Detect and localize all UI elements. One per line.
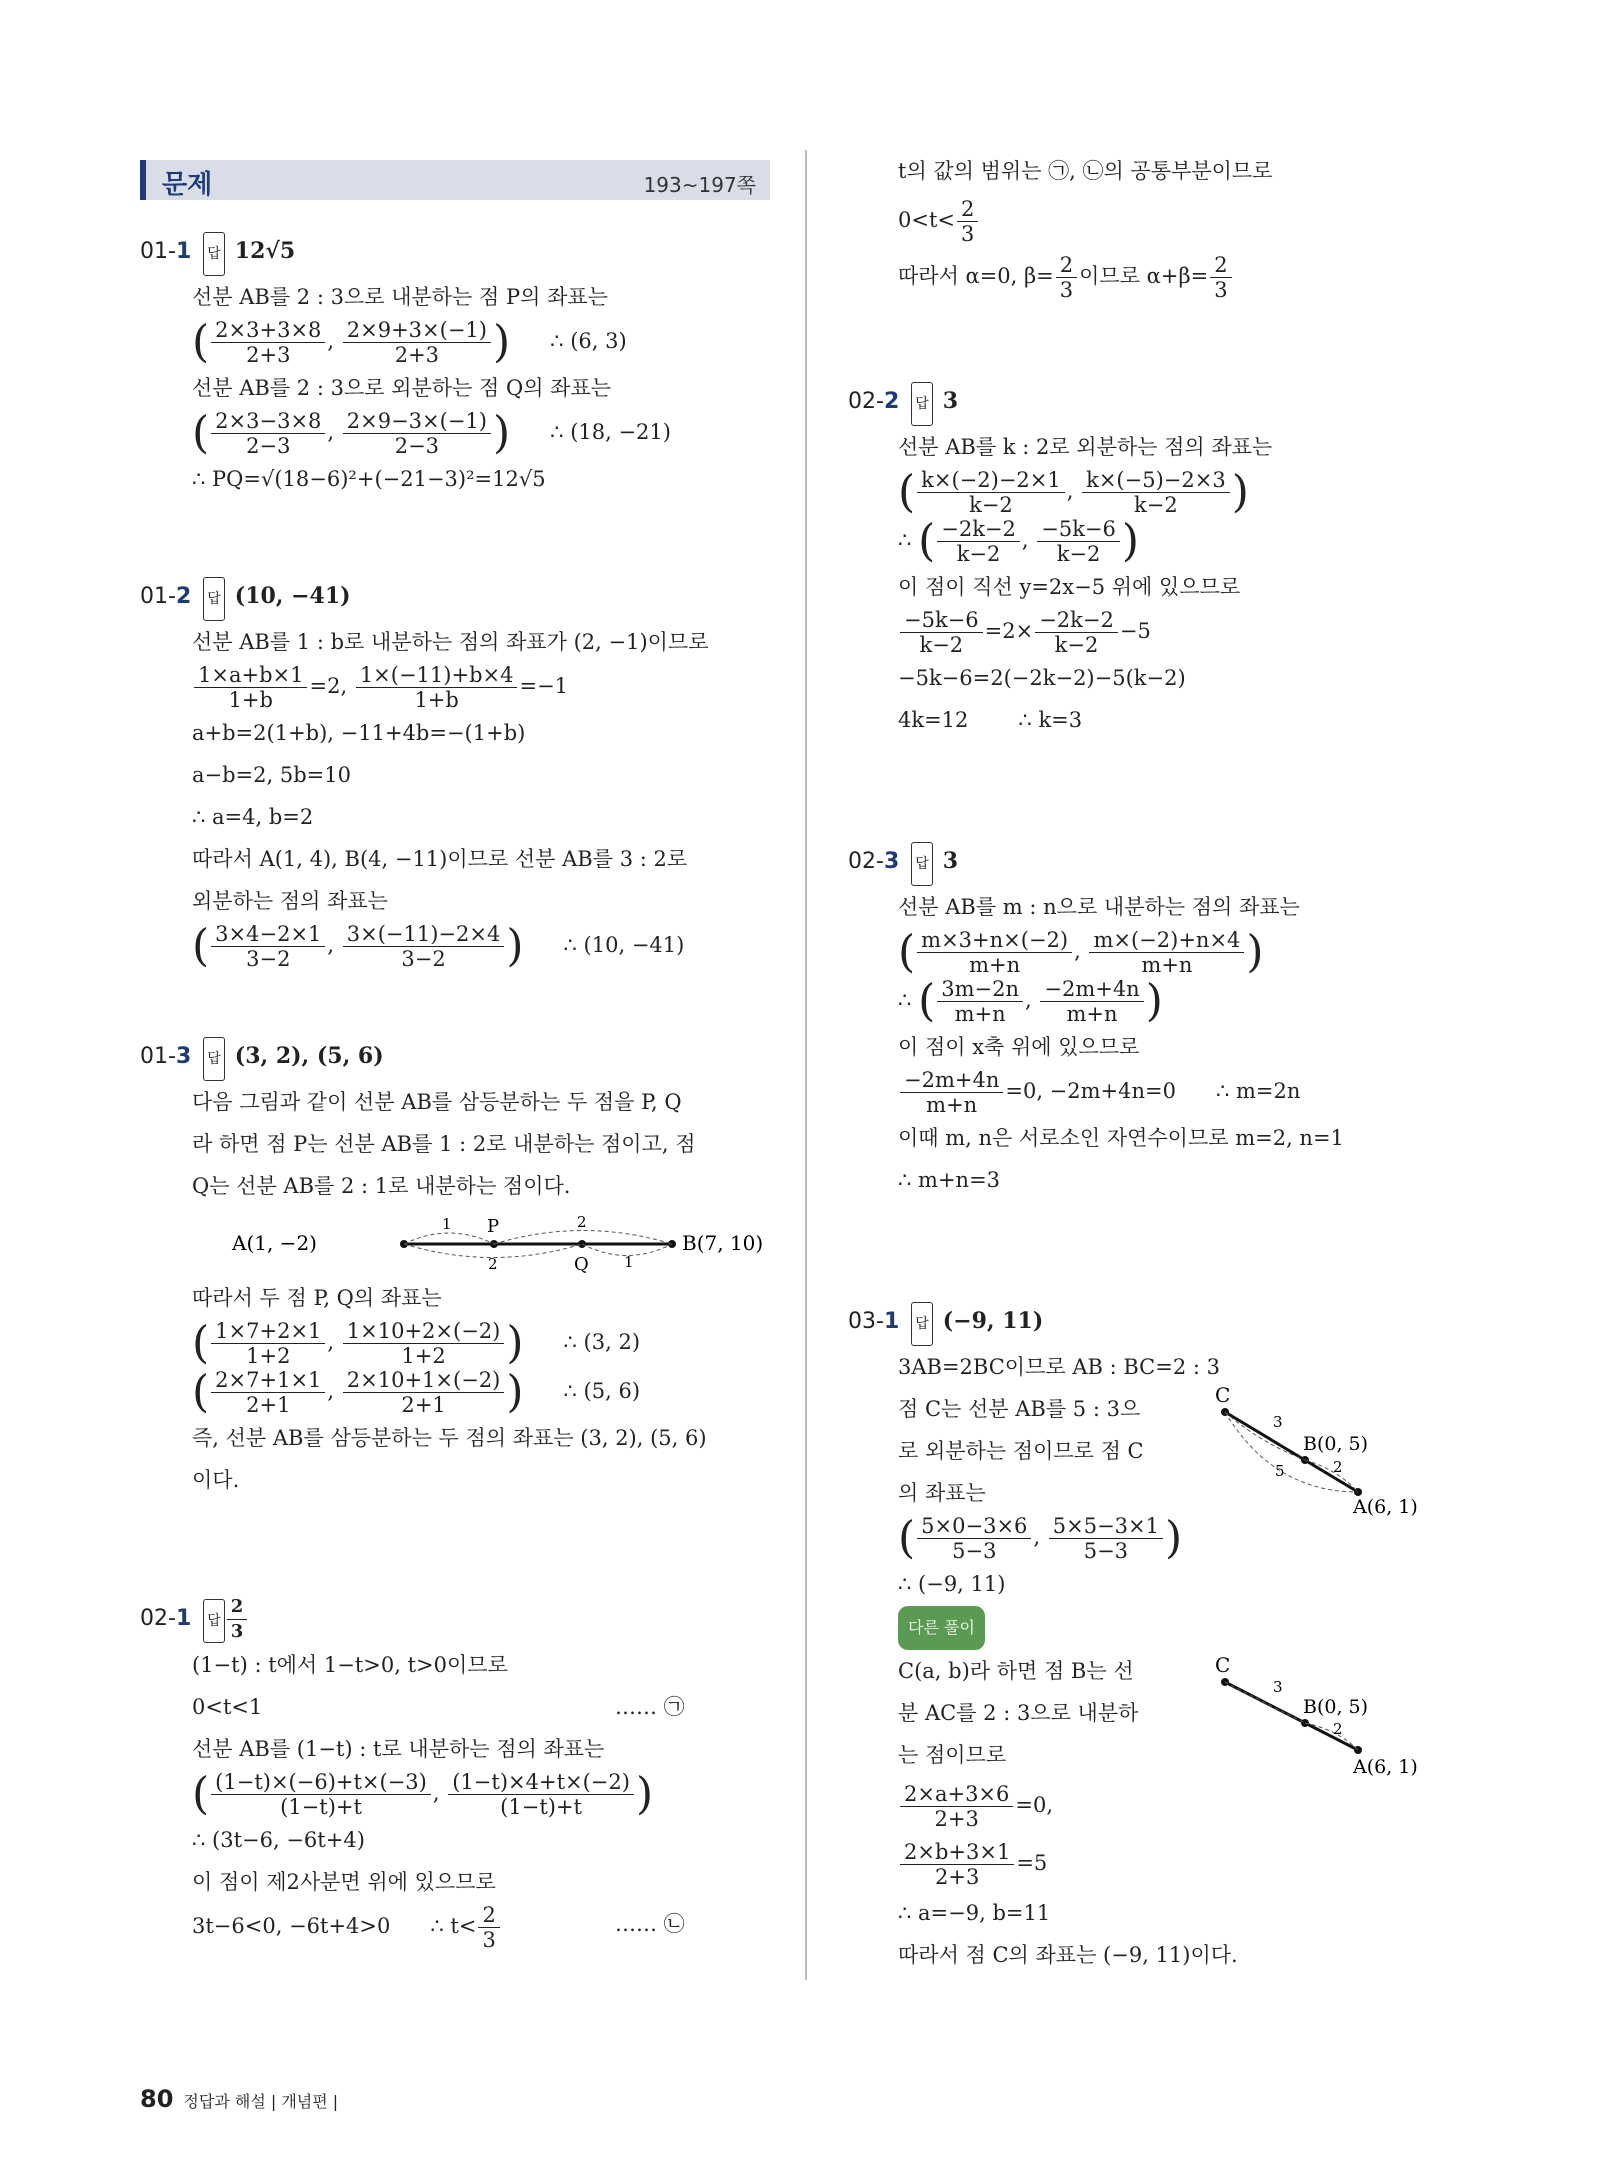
text-line: 이때 m, n은 서로소인 자연수이므로 m=2, n=1 — [898, 1126, 1344, 1150]
denominator: 2+3 — [246, 343, 291, 367]
page-range: 193~197쪽 — [643, 173, 756, 197]
external-division-figure — [1203, 1380, 1418, 1518]
problem-label: 02- — [140, 1606, 176, 1631]
numerator: 5×0−3×6 — [917, 1514, 1031, 1539]
text-line: 선분 AB를 2 : 3으로 내분하는 점 P의 좌표는 — [192, 285, 608, 309]
problem-number: 3 — [175, 1044, 192, 1069]
text-line: 이 점이 직선 y=2x−5 위에 있으므로 — [898, 575, 1241, 599]
numerator: 3×(−11)−2×4 — [343, 922, 505, 947]
text-line: ∴ m+n=3 — [898, 1168, 1001, 1192]
numerator: (1−t)×(−6)+t×(−3) — [211, 1770, 431, 1795]
therefore: ∴ — [898, 528, 912, 552]
point-b-label: B(0, 5) — [1303, 1433, 1369, 1455]
answer: 3 — [942, 388, 959, 414]
point-c-label: C — [1215, 1383, 1231, 1407]
answer: (10, −41) — [234, 583, 351, 609]
numerator: 2 — [1056, 253, 1077, 278]
numerator: 2×10+1×(−2) — [343, 1368, 505, 1393]
answer-mark: 답 — [203, 232, 225, 276]
marker: …… ㉠ — [615, 1695, 685, 1719]
ratio-label: 2 — [488, 1255, 498, 1273]
numerator: 2 — [227, 1595, 248, 1620]
denominator: 3 — [482, 1928, 496, 1952]
ratio-label: 5 — [1275, 1462, 1285, 1480]
numerator: 1×a+b×1 — [194, 663, 307, 688]
answer: (−9, 11) — [942, 1308, 1044, 1334]
point-q-label: Q — [574, 1254, 589, 1275]
alternative-solution-badge: 다른 풀이 — [898, 1606, 985, 1650]
text-line: 는 점이므로 — [898, 1743, 1007, 1767]
problem-label: 01- — [140, 584, 176, 609]
denominator: 2+1 — [246, 1393, 291, 1417]
text-line: (1−t) : t에서 1−t>0, t>0이므로 — [192, 1653, 508, 1677]
problem-01-1: 01-1 답 12√5 선분 AB를 2 : 3으로 내분하는 점 P의 좌표는 ( $\frac{2\times 3+3\times 8}{2+3}$ , $\frac{2\times 9+3\times(-1)}{2+3}$ ) ∴ (6, 3) 선분 AB를 2 : 3으로 외분하는 점 Q의 좌표는 ( $\frac{2\times 3-3\times 8}{2-3}$ , $\frac{2\times 9-3\times(-1)}{2-3}$ ) ∴ (18, −21) ∴ PQ=√(18−6)²+(−21−3)²=12√5 — [140, 230, 780, 500]
denominator: 1+2 — [246, 1344, 291, 1368]
result: ∴ (10, −41) — [563, 933, 685, 957]
text-line: 즉, 선분 AB를 삼등분하는 두 점의 좌표는 (3, 2), (5, 6) — [192, 1426, 707, 1450]
answer-mark: 답 — [911, 1302, 933, 1346]
denominator: k−2 — [956, 542, 1001, 566]
equation: 0<t<1 — [192, 1695, 263, 1719]
problem-number: 1 — [883, 1309, 900, 1334]
ratio-label: 3 — [1273, 1413, 1283, 1431]
result: ∴ (5, 6) — [563, 1379, 641, 1403]
trisection-figure — [192, 1207, 764, 1277]
text-line: C(a, b)라 하면 점 B는 선 — [898, 1659, 1134, 1683]
denominator: 1+b — [414, 688, 459, 712]
point-a-label: A(6, 1) — [1353, 1496, 1418, 1518]
ratio-label: 3 — [1273, 1678, 1283, 1696]
denominator: 2+3 — [934, 1807, 979, 1831]
text-line: 선분 AB를 (1−t) : t로 내분하는 점의 좌표는 — [192, 1737, 605, 1761]
page-footer — [140, 2085, 338, 2113]
numerator: 2×9−3×(−1) — [343, 409, 491, 434]
numerator: 2×3−3×8 — [211, 409, 325, 434]
denominator: 2−3 — [246, 434, 291, 458]
denominator: k−2 — [1056, 542, 1101, 566]
result: ∴ (18, −21) — [550, 420, 671, 444]
problem-label: 02- — [848, 849, 884, 874]
text-line: 이 점이 x축 위에 있으므로 — [898, 1035, 1140, 1059]
text-line: ∴ a=−9, b=11 — [898, 1901, 1051, 1925]
section-header — [140, 160, 770, 200]
numerator: k×(−2)−2×1 — [917, 468, 1065, 493]
numerator: 3m−2n — [937, 977, 1023, 1002]
ratio-label: 2 — [577, 1213, 587, 1231]
problem-number: 2 — [883, 389, 900, 414]
marker: …… ㉡ — [615, 1912, 685, 1936]
numerator: −2k−2 — [1035, 608, 1118, 633]
ratio-label: 2 — [1333, 1720, 1343, 1738]
problem-label: 01- — [140, 1044, 176, 1069]
numerator: −5k−6 — [900, 608, 983, 633]
denominator: k−2 — [969, 493, 1013, 517]
answer: 3 — [942, 848, 959, 874]
numerator: 2×9+3×(−1) — [343, 318, 491, 343]
denominator: k−2 — [919, 633, 964, 657]
numerator: 2×3+3×8 — [211, 318, 325, 343]
text-line: t의 값의 범위는 ㉠, ㉡의 공통부분이므로 — [898, 159, 1273, 183]
numerator: −2k−2 — [937, 517, 1020, 542]
answer: 12√5 — [234, 238, 296, 264]
text-line: 이다. — [192, 1468, 240, 1492]
answer-mark: 답 — [203, 1599, 225, 1643]
denominator: 3 — [1059, 278, 1074, 302]
text-line: 점 C는 선분 AB를 5 : 3으 — [898, 1397, 1141, 1421]
text-line: 선분 AB를 m : n으로 내분하는 점의 좌표는 — [898, 895, 1300, 919]
numerator: −2m+4n — [1040, 977, 1143, 1002]
equation: ∴ t< — [430, 1914, 477, 1938]
answer-mark: 답 — [911, 382, 933, 426]
footer-text: 정답과 해설 | 개념편 | — [183, 2092, 339, 2111]
denominator: 2+3 — [394, 343, 440, 367]
problem-label: 01- — [140, 239, 176, 264]
point-b-label: B(0, 5) — [1303, 1696, 1369, 1718]
text-line: 선분 AB를 1 : b로 내분하는 점의 좌표가 (2, −1)이므로 — [192, 630, 709, 654]
numerator: m×(−2)+n×4 — [1089, 928, 1244, 953]
numerator: 2×a+3×6 — [900, 1782, 1013, 1807]
numerator: −5k−6 — [1037, 517, 1120, 542]
denominator: 3 — [230, 1621, 244, 1642]
text-line: 분 AC를 2 : 3으로 내분하 — [898, 1701, 1139, 1725]
text-line: a−b=2, 5b=10 — [192, 763, 351, 787]
equation-part: =5 — [1016, 1851, 1048, 1875]
equation: 따라서 α=0, β= — [898, 264, 1054, 288]
problem-03-1: 03-1 답 (−9, 11) 3AB=2BC이므로 AB : BC=2 : 3 점 C는 선분 AB를 5 : 3으 로 외분하는 점이므로 점 C 의 좌표는 ( $\frac{5\times 0-3\times 6}{5-3}$ , $\frac{5\times 5-3\times 1}{5-3}$ ) ∴ (−9, 11) 다른 풀이 C(a, b)라 하면 점 B는 선 분 AC를 2 : 3으로 내분하 는 점이므로 $\frac{2\times a+3\times 6}{2+3}$ =0, $\frac{2\times b+3\times 1}{2+3}$ =5 ∴ a=−9, b=11 따라서 점 C의 좌표는 (−9, 11)이다. C B(0, 5) A(6, 1) 3 2 5 C B(0, 5) A(6, 1) 3 2 — [848, 1300, 1488, 1976]
numerator: (1−t)×4+t×(−2) — [448, 1770, 634, 1795]
problem-number: 1 — [175, 239, 192, 264]
equation-part: =2× — [984, 619, 1034, 643]
denominator: 1+b — [228, 688, 273, 712]
equation: 이므로 α+β= — [1079, 264, 1209, 288]
text-line: 선분 AB를 k : 2로 외분하는 점의 좌표는 — [898, 435, 1273, 459]
text-line: 의 좌표는 — [898, 1481, 986, 1505]
numerator: k×(−5)−2×3 — [1082, 468, 1230, 493]
denominator: 2+3 — [934, 1865, 980, 1889]
point-a-label: A(6, 1) — [1353, 1756, 1418, 1778]
numerator: 5×5−3×1 — [1049, 1514, 1163, 1539]
equation-part: =0, −2m+4n=0 — [1005, 1079, 1176, 1103]
problem-label: 02- — [848, 389, 884, 414]
denominator: k−2 — [1054, 633, 1099, 657]
numerator: 2 — [957, 197, 978, 222]
denominator: m+n — [969, 953, 1021, 977]
denominator: k−2 — [1134, 493, 1178, 517]
text-line: 따라서 A(1, 4), B(4, −11)이므로 선분 AB를 3 : 2로 — [192, 847, 688, 871]
column-divider — [805, 150, 807, 1980]
page-number: 80 — [140, 2085, 174, 2113]
equation: 3t−6<0, −6t+4>0 — [192, 1914, 391, 1938]
ratio-label: 1 — [624, 1253, 634, 1271]
arc — [404, 1233, 494, 1244]
problem-number: 1 — [175, 1606, 192, 1631]
problem-02-3: 02-3 답 3 선분 AB를 m : n으로 내분하는 점의 좌표는 ( $\frac{m\times 3+n\times(-2)}{m+n}$ , $\frac{m\times(-2)+n\times 4}{m+n}$ ) ∴ ( $\frac{3m-2n}{m+n}$ , $\frac{-2m+4n}{m+n}$ ) 이 점이 x축 위에 있으므로 $\frac{-2m+4n}{m+n}$ =0, −2m+4n=0 ∴ m=2n 이때 m, n은 서로소인 자연수이므로 m=2, n=1 ∴ m+n=3 — [848, 840, 1488, 1201]
equation-part: −5 — [1119, 619, 1151, 643]
problem-number: 3 — [883, 849, 900, 874]
denominator: 3−2 — [401, 947, 446, 971]
answer-mark: 답 — [911, 842, 933, 886]
equation: ∴ k=3 — [1018, 708, 1083, 732]
ratio-label: 2 — [1333, 1458, 1343, 1476]
result: ∴ (6, 3) — [550, 329, 627, 353]
text-line: ∴ (−9, 11) — [898, 1572, 1006, 1596]
numerator: 3×4−2×1 — [211, 922, 325, 947]
numerator: 2 — [478, 1903, 499, 1928]
text-line: 라 하면 점 P는 선분 AB를 1 : 2로 내분하는 점이고, 점 — [192, 1132, 696, 1156]
problem-label: 03- — [848, 1309, 884, 1334]
denominator: (1−t)+t — [500, 1795, 582, 1819]
numerator: 2×7+1×1 — [211, 1368, 325, 1393]
point-a-label: A(1, −2) — [232, 1231, 317, 1255]
text-line: ∴ a=4, b=2 — [192, 805, 314, 829]
text-line: 따라서 두 점 P, Q의 좌표는 — [192, 1286, 442, 1310]
numerator: m×3+n×(−2) — [917, 928, 1072, 953]
denominator: 3 — [1214, 278, 1228, 302]
equation-part: =2, — [309, 674, 348, 698]
ratio-label: 1 — [442, 1215, 452, 1233]
text-line: a+b=2(1+b), −11+4b=−(1+b) — [192, 721, 526, 745]
equation-part: =−1 — [519, 674, 569, 698]
equation: 4k=12 — [898, 708, 969, 732]
denominator: m+n — [926, 1093, 978, 1117]
text-line: ∴ (3t−6, −6t+4) — [192, 1828, 365, 1852]
numerator: −2m+4n — [900, 1068, 1003, 1093]
text-line: −5k−6=2(−2k−2)−5(k−2) — [898, 666, 1186, 690]
denominator: 2+1 — [401, 1393, 446, 1417]
point-p-label: P — [487, 1216, 500, 1237]
problem-02-1: 02-1 답 $\frac{2}{3}$ (1−t) : t에서 1−t>0, t>0이므로 0<t<1 …… ㉠ 선분 AB를 (1−t) : t로 내분하는 점의 좌표는 ( $\frac{(1-t)\times(-6)+t\times(-3)}{(1-t)+t}$ , $\frac{(1-t)\times 4+t\times(-2)}{(1-t)+t}$ ) ∴ (3t−6, −6t+4) 이 점이 제2사분면 위에 있으므로 3t−6<0, −6t+4>0 ∴ t< $\frac{2}{3}$ …… ㉡ — [140, 1595, 780, 1952]
numerator: 2×b+3×1 — [900, 1840, 1014, 1865]
text-line: 따라서 점 C의 좌표는 (−9, 11)이다. — [898, 1943, 1238, 1967]
problem-01-2: 01-2 답 (10, −41) 선분 AB를 1 : b로 내분하는 점의 좌표가 (2, −1)이므로 $\frac{1\times a+b\times 1}{1+b}$ =2, $\frac{1\times(-11)+b\times 4}{1+b}$ =−1 a+b=2(1+b), −11+4b=−(1+b) a−b=2, 5b=10 ∴ a=4, b=2 따라서 A(1, 4), B(4, −11)이므로 선분 AB를 3 : 2로 외분하는 점의 좌표는 ( $\frac{3\times 4-2\times 1}{3-2}$ , $\frac{3\times(-11)-2\times 4}{3-2}$ ) ∴ (10, −41) — [140, 575, 780, 971]
denominator: m+n — [954, 1002, 1006, 1026]
answer-mark: 답 — [203, 577, 225, 621]
equation-part: =0, — [1015, 1793, 1054, 1817]
answer-mark: 답 — [203, 1037, 225, 1081]
denominator: 3−2 — [246, 947, 291, 971]
text-line: 선분 AB를 2 : 3으로 외분하는 점 Q의 좌표는 — [192, 376, 612, 400]
point-c-label: C — [1215, 1653, 1231, 1677]
text-line: ∴ PQ=√(18−6)²+(−21−3)²=12√5 — [192, 467, 546, 491]
equation: 0<t< — [898, 208, 955, 232]
denominator: m+n — [1141, 953, 1193, 977]
text-line: 3AB=2BC이므로 AB : BC=2 : 3 — [898, 1355, 1220, 1379]
numerator: 1×(−11)+b×4 — [356, 663, 518, 688]
text-line: 외분하는 점의 좌표는 — [192, 889, 388, 913]
problem-02-1-continued — [848, 150, 1488, 304]
denominator: (1−t)+t — [280, 1795, 362, 1819]
problem-02-2: 02-2 답 3 선분 AB를 k : 2로 외분하는 점의 좌표는 ( $\frac{k\times(-2)-2\times 1}{k-2}$ , $\frac{k\times(-5)-2\times 3}{k-2}$ ) ∴ ( $\frac{-2k-2}{k-2}$ , $\frac{-5k-6}{k-2}$ ) 이 점이 직선 y=2x−5 위에 있으므로 $\frac{-5k-6}{k-2}$ =2× $\frac{-2k-2}{k-2}$ −5 −5k−6=2(−2k−2)−5(k−2) 4k=12 ∴ k=3 — [848, 380, 1488, 741]
text-line: 이 점이 제2사분면 위에 있으므로 — [192, 1870, 496, 1894]
denominator: 3 — [961, 222, 975, 246]
denominator: 5−3 — [952, 1539, 997, 1563]
problem-01-3: 01-3 답 (3, 2), (5, 6) 다음 그림과 같이 선분 AB를 삼등분하는 두 점을 P, Q 라 하면 점 P는 선분 AB를 1 : 2로 내분하는 점이고, 점 Q는 선분 AB를 2 : 1로 내분하는 점이다. A(1, −2) B(7, 10) P Q 1 2 2 1 따라서 두 점 P, Q의 좌표는 ( $\frac{1\times 7+2\times 1}{1+2}$ , $\frac{1\times 10+2\times(-2)}{1+2}$ ) ∴ (3, 2) ( $\frac{2\times 7+1\times 1}{2+1}$ , $\frac{2\times 10+1\times(-2)}{2+1}$ ) ∴ (5, 6) 즉, 선분 AB를 삼등분하는 두 점의 좌표는 (3, 2), (5, 6) 이다. — [140, 1035, 780, 1501]
denominator: 2−3 — [394, 434, 440, 458]
problem-number: 2 — [175, 584, 192, 609]
point-b-label: B(7, 10) — [682, 1231, 764, 1255]
denominator: 1+2 — [401, 1344, 446, 1368]
result: ∴ m=2n — [1215, 1079, 1301, 1103]
answer: (3, 2), (5, 6) — [234, 1043, 384, 1069]
therefore: ∴ — [898, 988, 912, 1012]
numerator: 1×10+2×(−2) — [343, 1319, 505, 1344]
numerator: 1×7+2×1 — [211, 1319, 325, 1344]
text-line: 로 외분하는 점이므로 점 C — [898, 1439, 1144, 1463]
section-title: 문제 — [162, 170, 213, 200]
numerator: 2 — [1210, 253, 1231, 278]
result: ∴ (3, 2) — [563, 1330, 641, 1354]
text-line: 다음 그림과 같이 선분 AB를 삼등분하는 두 점을 P, Q — [192, 1090, 682, 1114]
internal-division-figure — [1203, 1650, 1418, 1780]
denominator: 5−3 — [1083, 1539, 1129, 1563]
denominator: m+n — [1066, 1002, 1118, 1026]
text-line: Q는 선분 AB를 2 : 1로 내분하는 점이다. — [192, 1174, 571, 1198]
